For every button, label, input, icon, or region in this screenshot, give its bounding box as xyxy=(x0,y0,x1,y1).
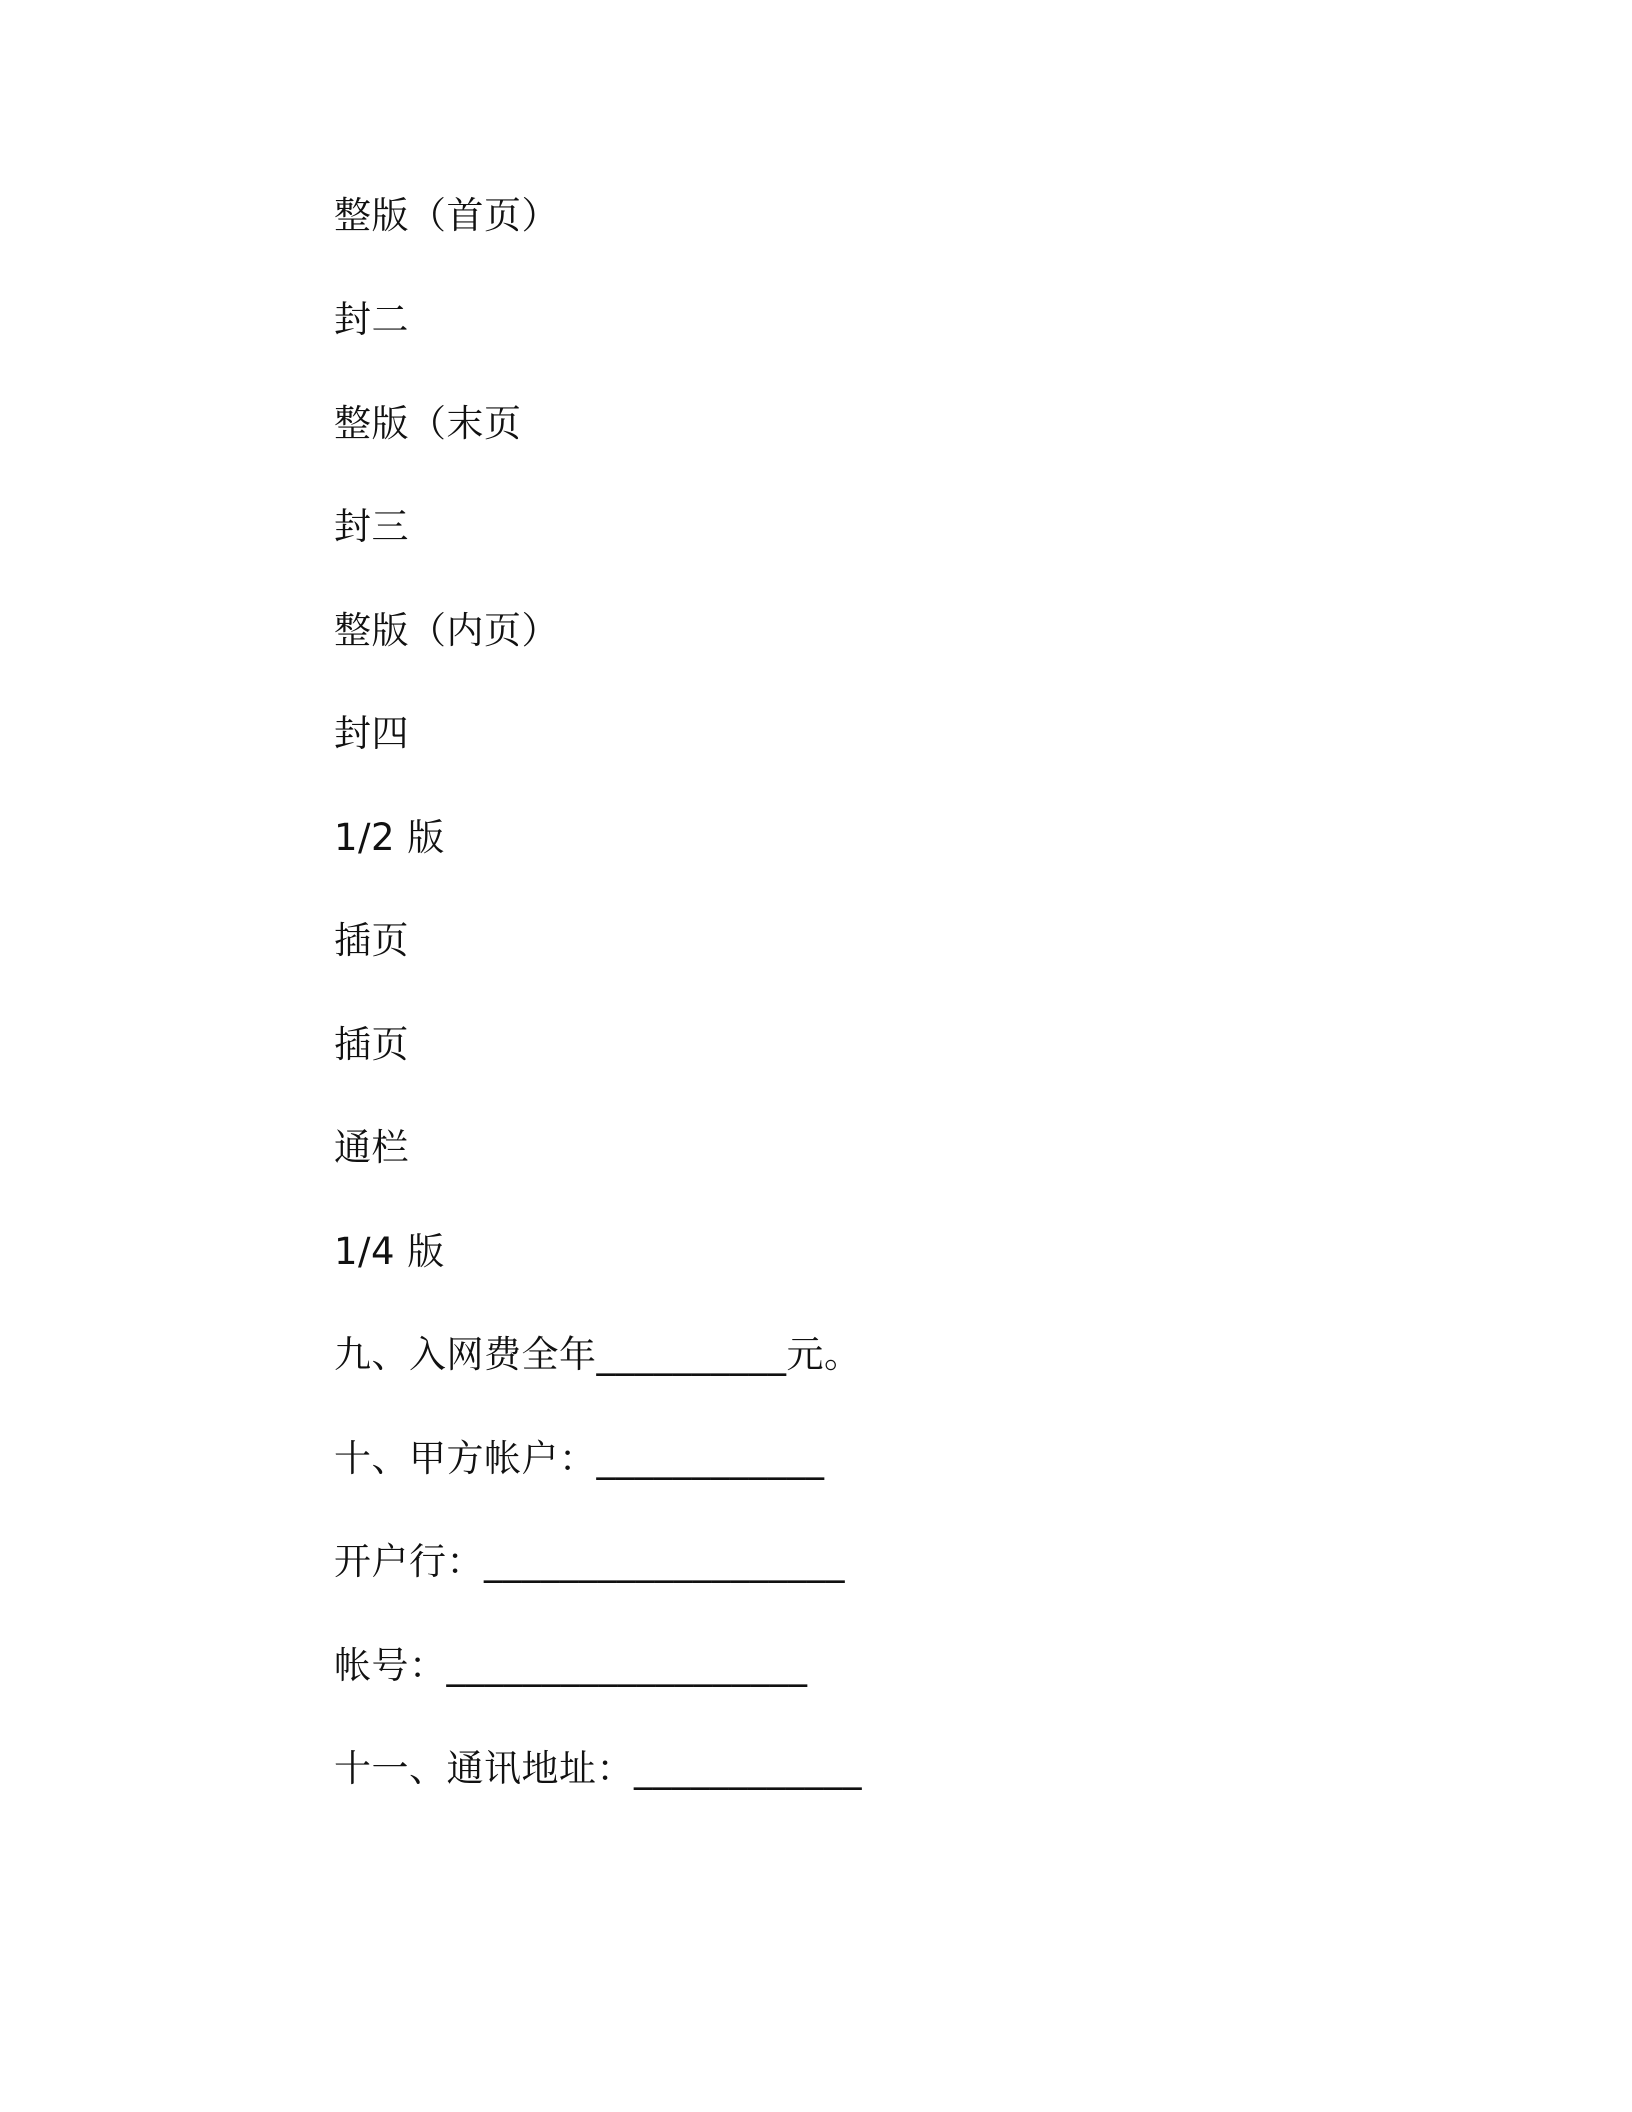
ad-item-cover-four: 封四 xyxy=(334,712,409,755)
ad-item-insert-page-1: 插页 xyxy=(334,919,409,962)
ad-item-half-page: 1/2 版 xyxy=(334,816,445,859)
clause-party-a-account: 十、甲方帐户：____________ xyxy=(334,1437,825,1480)
field-account-number: 帐号：___________________ xyxy=(334,1644,808,1687)
ad-item-full-page-inner: 整版（内页） xyxy=(334,609,559,652)
ad-item-insert-page-2: 插页 xyxy=(334,1023,409,1066)
clause-mailing-address: 十一、通讯地址：____________ xyxy=(334,1747,862,1790)
ad-item-banner: 通栏 xyxy=(334,1126,409,1169)
ad-item-full-page-last: 整版（末页 xyxy=(334,402,522,445)
clause-network-fee: 九、入网费全年__________元。 xyxy=(334,1333,862,1376)
ad-item-cover-two: 封二 xyxy=(334,298,409,341)
ad-item-quarter-page: 1/4 版 xyxy=(334,1230,445,1273)
ad-item-full-page-front: 整版（首页） xyxy=(334,194,559,237)
field-bank: 开户行：___________________ xyxy=(334,1540,845,1583)
ad-item-cover-three: 封三 xyxy=(334,505,409,548)
